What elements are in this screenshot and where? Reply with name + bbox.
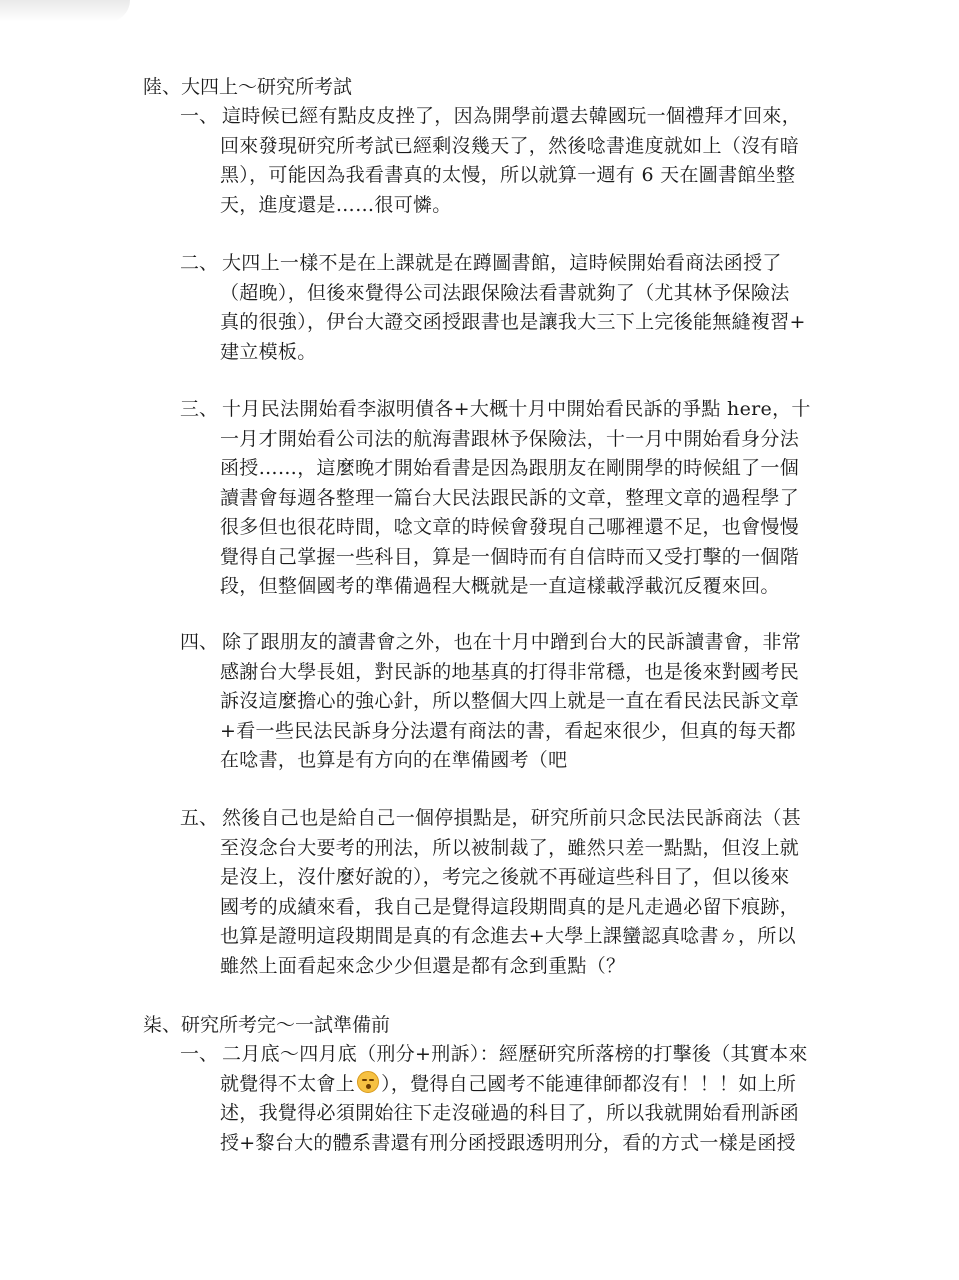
item-line-with-emoji <box>220 1070 796 1100</box>
sleepy-face-icon <box>357 1071 379 1093</box>
item-line: 覺得自己掌握一些科目，算是一個時而有自信時而又受打擊的一個階 <box>220 545 800 568</box>
item-line: 建立模板。 <box>220 340 317 363</box>
item-line-part: ），覺得自己國考不能連律師都沒有！！！如上所 <box>381 1072 797 1095</box>
item-number: 二、 <box>180 252 219 274</box>
item-line: 大四上一樣不是在上課就是在蹲圖書館，這時候開始看商法函授了 <box>222 252 782 274</box>
item-line: 雖然上面看起來念少少但還是都有念到重點（？ <box>220 954 626 977</box>
section-heading-6: 陸、大四上～研究所考試 <box>143 76 353 98</box>
item-line-part: 就覺得不太會上 <box>220 1072 356 1095</box>
item-line: 在唸書，也算是有方向的在準備國考（吧 <box>220 749 568 771</box>
item-line: 天，進度還是……很可憐。 <box>220 193 452 216</box>
item-number: 一、 <box>180 1043 219 1065</box>
item-number: 五、 <box>180 807 219 829</box>
item-number: 三、 <box>180 398 219 420</box>
item-line: 這時候已經有點皮皮挫了，因為開學前還去韓國玩一個禮拜才回來， <box>222 105 802 127</box>
item-line: 一月才開始看公司法的航海書跟林予保險法，十一月中開始看身分法 <box>220 427 800 450</box>
item-line: 除了跟朋友的讀書會之外，也在十月中蹭到台大的民訴讀書會，非常 <box>222 631 802 653</box>
item-number: 一、 <box>180 105 219 127</box>
item-line: 授+黎台大的體系書還有刑分函授跟透明刑分，看的方式一樣是函授 <box>220 1131 796 1154</box>
item-line: 是沒上，沒什麼好說的），考完之後就不再碰這些科目了，但以後來 <box>220 866 790 888</box>
item-line: 回來發現研究所考試已經剩沒幾天了，然後唸書進度就如上（沒有暗 <box>220 134 800 157</box>
item-line: 也算是證明這段期間是真的有念進去+大學上課蠻認真唸書ㄉ，所以 <box>220 925 796 947</box>
item-line: （超晚），但後來覺得公司法跟保險法看書就夠了（尤其林予保險法 <box>220 281 790 304</box>
item-line: 讀書會每週各整理一篇台大民法跟民訴的文章，整理文章的過程學了 <box>220 486 800 509</box>
item-line: 述，我覺得必須開始往下走沒碰過的科目了，所以我就開始看刑訴函 <box>220 1102 800 1124</box>
item-line: 函授……，這麼晚才開始看書是因為跟朋友在剛開學的時候組了一個 <box>220 457 800 479</box>
item-line: 國考的成績來看，我自己是覺得這段期間真的是凡走過必留下痕跡， <box>220 895 800 918</box>
item-line: 訴沒這麼擔心的強心針，所以整個大四上就是一直在看民法民訴文章 <box>220 690 800 712</box>
item-line: 至沒念台大要考的刑法，所以被制裁了，雖然只差一點點，但沒上就 <box>220 836 800 859</box>
item-line: 黑），可能因為我看書真的太慢，所以就算一週有 6 天在圖書館坐整 <box>220 164 796 186</box>
item-line: 然後自己也是給自己一個停損點是，研究所前只念民法民訴商法（甚 <box>222 807 802 829</box>
item-line: 真的很強），伊台大證交函授跟書也是讓我大三下上完後能無縫複習+ <box>220 311 806 333</box>
item-line: 二月底～四月底（刑分+刑訴）：經歷研究所落榜的打擊後（其實本來 <box>222 1043 808 1065</box>
item-line: 很多但也很花時間，唸文章的時候會發現自己哪裡還不足，也會慢慢 <box>220 516 800 538</box>
item-line: 段，但整個國考的準備過程大概就是一直這樣載浮載沉反覆來回。 <box>220 575 780 597</box>
page-corner-shadow <box>0 0 130 22</box>
item-number: 四、 <box>180 631 219 653</box>
item-line: 十月民法開始看李淑明債各+大概十月中開始看民訴的爭點 here，十 <box>222 398 811 420</box>
item-line: 感謝台大學長姐，對民訴的地基真的打得非常穩，也是後來對國考民 <box>220 660 800 683</box>
section-heading-7: 柒、研究所考完～一試準備前 <box>143 1014 391 1036</box>
item-line: +看一些民法民訴身分法還有商法的書，看起來很少，但真的每天都 <box>220 719 796 742</box>
